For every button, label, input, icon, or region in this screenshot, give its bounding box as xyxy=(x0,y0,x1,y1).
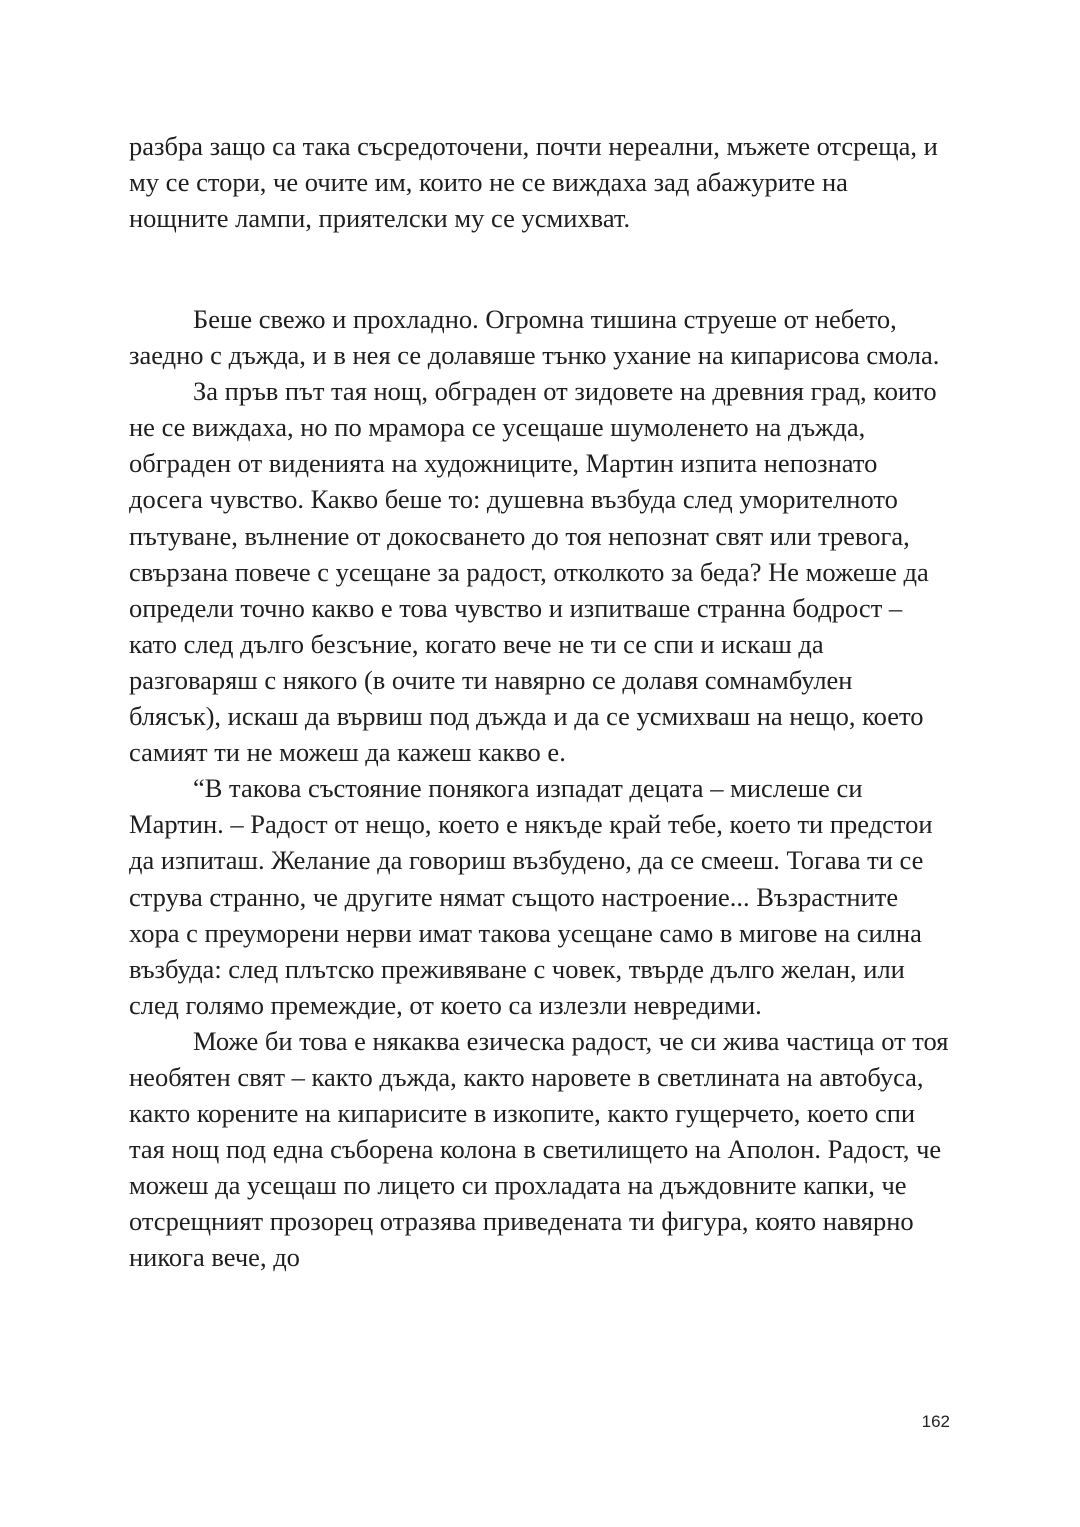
text-block-top xyxy=(129,128,949,236)
paragraph: Може би това е някаква езическа радост, че си жива частица от тоя необятен свят – както дъжда, както наровете в светлината на автобуса, както корените на кипарисите в изкопите, както гущерчето, което спи тая нощ под една съборена колона в светилището на Аполон. Радост, че можеш да усещаш по лицето си прохладата на дъждовните капки, че отсрещният прозорец отразява приведената ти фигура, която навярно никога вече, до xyxy=(129,1025,949,1273)
paragraph: “В такова състояние понякога изпадат децата – мислеше си Мартин. – Радост от нещо, което е някъде край тебе, което ти предстои да изпиташ. Желание да говориш възбудено, да се смееш. Тогава ти се струва странно, че другите нямат същото настроение... Възрастните хора с преуморени нерви имат такова усещане само в мигове на силна възбуда: след плътско преживяване с човек, твърде дълго желан, или след голямо премеждие, от което са излезли невредими. xyxy=(129,773,933,1020)
page-number: 162 xyxy=(921,1412,950,1431)
paragraph-continuation: разбра защо са така съсредоточени, почти нереални, мъжете отсреща, и му се стори, че очите им, които не се виждаха зад абажурите на нощните лампи, приятелски му се усмихват. xyxy=(129,131,938,234)
text-block-main xyxy=(129,301,949,1276)
paragraph: Беше свежо и прохладно. Огромна тишина струеше от небето, заедно с дъжда, и в нея се долавяше тънко ухание на кипарисова смола. xyxy=(129,304,940,371)
paragraph: За пръв път тая нощ, обграден от зидовете на древния град, които не се виждаха, но по мрамора се усещаше шумоленето на дъжда, обграден от виденията на художниците, Мартин изпита непознато досега чувство. Какво беше то: душевна възбуда след уморителното пътуване, вълнение от докосването до тоя непознат свят или тревога, свързана повече с усещане за радост, отколкото за беда? Не можеше да определи точно какво е това чувство и изпитваше странна бодрост – като след дълго безсъние, когато вече не ти се спи и искаш да разговаряш с някого (в очите ти навярно се долавя сомнамбулен блясък), искаш да вървиш под дъжда и да се усмихваш на нещо, което самият ти не можеш да кажеш какво е. xyxy=(129,376,937,768)
